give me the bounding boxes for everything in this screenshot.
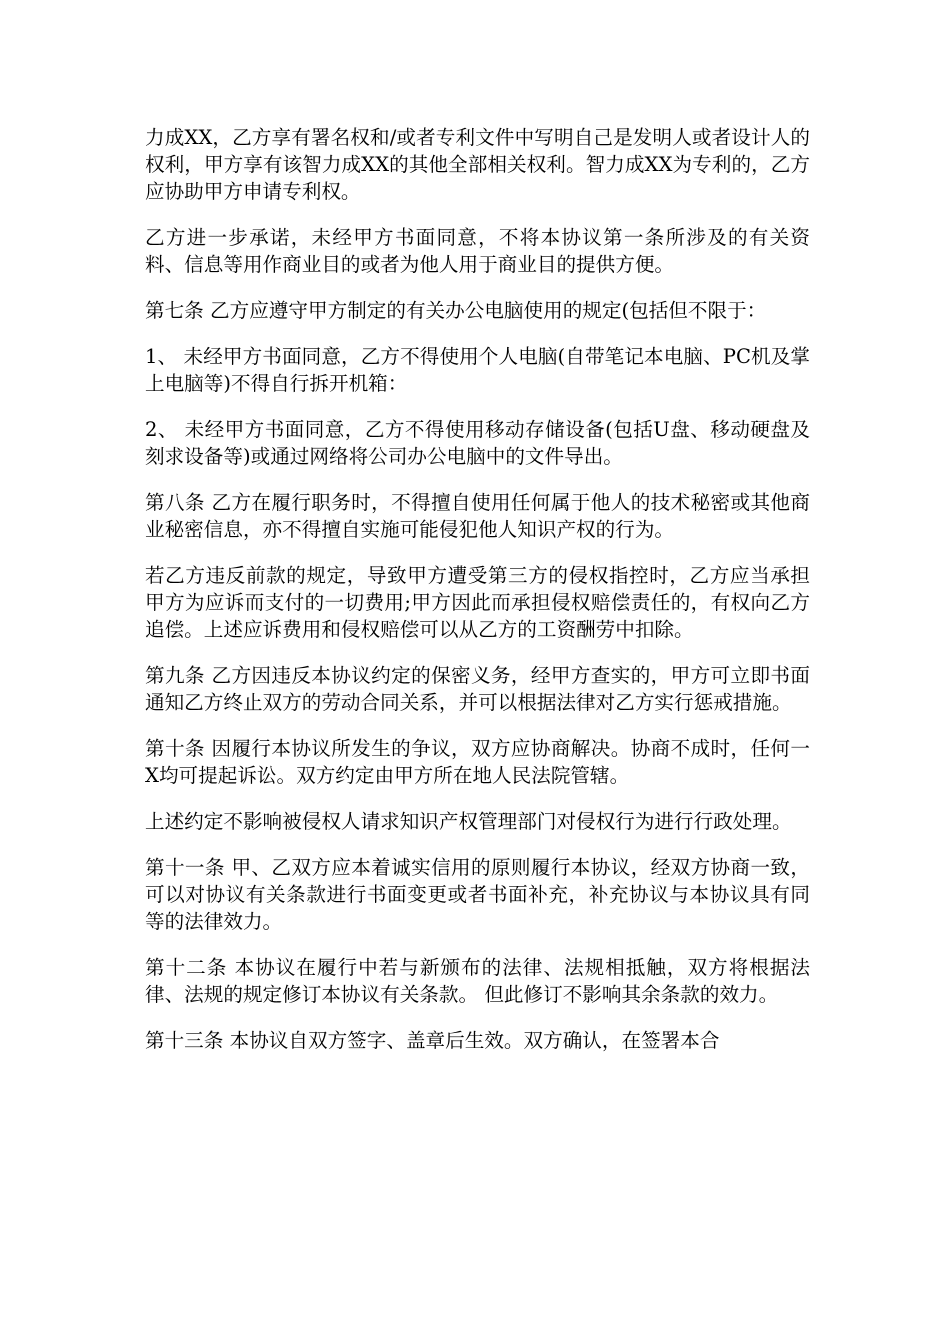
- paragraph-article-12: 第十二条 本协议在履行中若与新颁布的法律、法规相抵触，双方将根据法律、法规的规定修订本协议有关条款。 但此修订不影响其余条款的效力。: [145, 956, 810, 1006]
- paragraph-infringement-liability: 若乙方违反前款的规定，导致甲方遭受第三方的侵权指控时，乙方应当承担甲方为应诉而支付的一切费用;甲方因此而承担侵权赔偿责任的，有权向乙方追偿。上述应诉费用和侵权赔偿可以从乙方的工资酬劳中扣除。: [145, 564, 810, 641]
- document-body: [145, 124, 810, 1054]
- paragraph-article-9: 第九条 乙方因违反本协议约定的保密义务，经甲方查实的，甲方可立即书面通知乙方终止双方的劳动合同关系，并可以根据法律对乙方实行惩戒措施。: [145, 664, 810, 714]
- paragraph-article-7-item-1: 1、 未经甲方书面同意，乙方不得使用个人电脑(自带笔记本电脑、PC机及掌上电脑等)不得自行拆开机箱：: [145, 345, 810, 395]
- paragraph-article-11: 第十一条 甲、乙双方应本着诚实信用的原则履行本协议，经双方协商一致，可以对协议有关条款进行书面变更或者书面补充，补充协议与本协议具有同等的法律效力。: [145, 856, 810, 933]
- paragraph-article-7-item-2: 2、 未经甲方书面同意，乙方不得使用移动存储设备(包括U盘、移动硬盘及刻求设备等)或通过网络将公司办公电脑中的文件导出。: [145, 418, 810, 468]
- paragraph-ip-rights: 力成XX，乙方享有署名权和/或者专利文件中写明自己是发明人或者设计人的权利，甲方享有该智力成XX的其他全部相关权利。智力成XX为专利的，乙方应协助甲方申请专利权。: [145, 126, 810, 203]
- paragraph-article-13: 第十三条 本协议自双方签字、盖章后生效。双方确认，在签署本合: [145, 1029, 720, 1052]
- paragraph-commercial-use-promise: 乙方进一步承诺，未经甲方书面同意，不将本协议第一条所涉及的有关资料、信息等用作商业目的或者为他人用于商业目的提供方便。: [145, 226, 810, 276]
- paragraph-article-10: 第十条 因履行本协议所发生的争议，双方应协商解决。协商不成时，任何一X均可提起诉讼。双方约定由甲方所在地人民法院管辖。: [145, 737, 810, 787]
- paragraph-article-7: 第七条 乙方应遵守甲方制定的有关办公电脑使用的规定(包括但不限于：: [145, 299, 767, 322]
- paragraph-article-8: 第八条 乙方在履行职务时，不得擅自使用任何属于他人的技术秘密或其他商业秘密信息，亦不得擅自实施可能侵犯他人知识产权的行为。: [145, 491, 810, 541]
- paragraph-administrative-handling: 上述约定不影响被侵权人请求知识产权管理部门对侵权行为进行行政处理。: [145, 810, 792, 833]
